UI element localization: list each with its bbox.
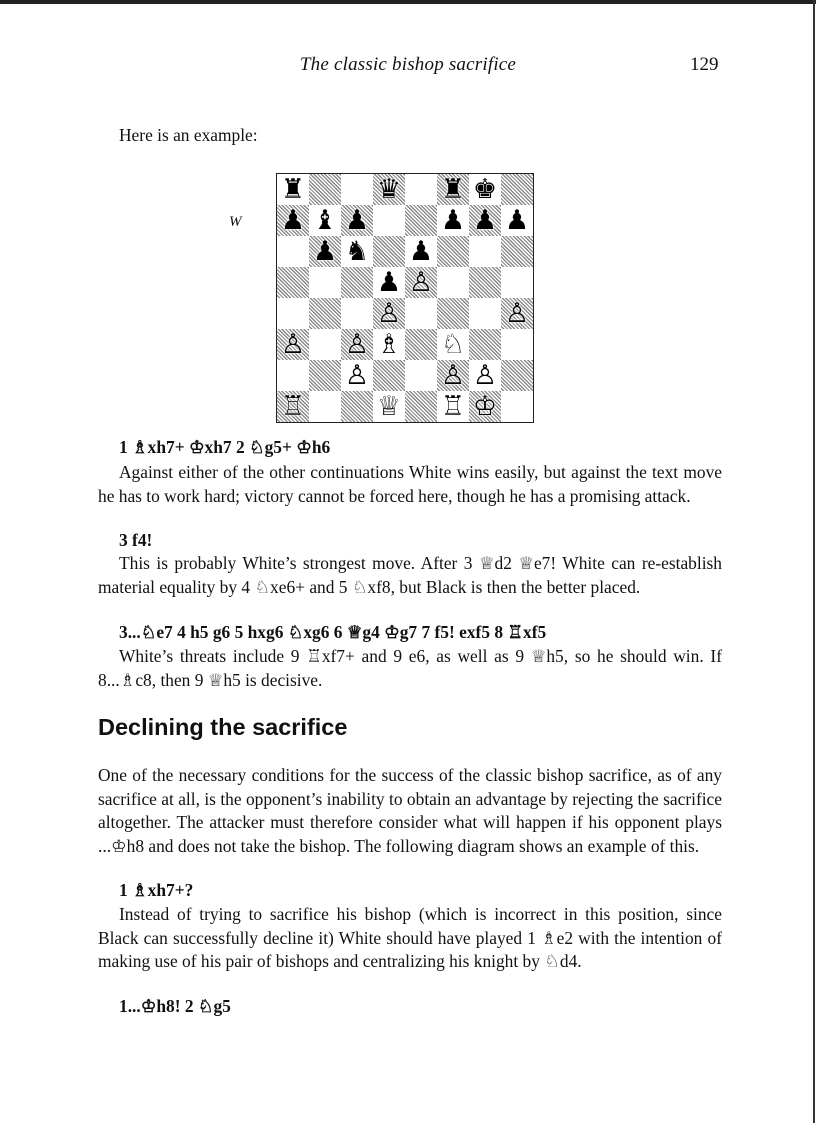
square-f3 (437, 329, 469, 360)
black-pawn-icon: ♟ (472, 205, 498, 236)
square-e1 (405, 391, 437, 422)
square-a2 (277, 360, 309, 391)
square-f5 (437, 267, 469, 298)
black-pawn-icon: ♟ (408, 236, 434, 267)
square-c6 (341, 236, 373, 267)
section-paragraph-1: One of the necessary conditions for the success of the classic bishop sacrifice, as of any sacrifice at all, is the opponent’s inability to obtain an advantage by rejecting the sacrifice altogether. The attacker must therefore consider what will happen if his opponent plays ...♔h8 and does not take the bishop. The following diagram shows an example of this. (98, 765, 722, 856)
square-a3 (277, 329, 309, 360)
square-h2 (501, 360, 533, 391)
section-paragraph-2: Instead of trying to sacrifice his bishop (which is incorrect in this position, since Black can successfully decline it) White should have played 1 ♗e2 with the intention of making use of his pair of bishops and centralizing his knight by ♘d4. (98, 904, 722, 971)
square-g2 (469, 360, 501, 391)
black-rook-icon: ♜ (440, 174, 466, 205)
square-g1 (469, 391, 501, 422)
square-d1 (373, 391, 405, 422)
square-c8 (341, 174, 373, 205)
square-b4 (309, 298, 341, 329)
side-to-move-label: W (229, 214, 242, 230)
square-c5 (341, 267, 373, 298)
square-e4 (405, 298, 437, 329)
square-h7 (501, 205, 533, 236)
square-a5 (277, 267, 309, 298)
square-b6 (309, 236, 341, 267)
move-line-3: 3...♘e7 4 h5 g6 5 hxg6 ♘xg6 6 ♕g4 ♔g7 7 f5! exf5 8 ♖xf5 (119, 622, 547, 642)
square-a8 (277, 174, 309, 205)
square-g5 (469, 267, 501, 298)
white-pawn-icon: ♙ (440, 360, 466, 391)
square-d6 (373, 236, 405, 267)
square-d3 (373, 329, 405, 360)
square-c7 (341, 205, 373, 236)
page-number: 129 (690, 54, 719, 75)
square-d7 (373, 205, 405, 236)
square-h6 (501, 236, 533, 267)
black-knight-icon: ♞ (344, 236, 370, 267)
square-b2 (309, 360, 341, 391)
section-move-line-1: 1 ♗xh7+? (119, 880, 194, 900)
square-g8 (469, 174, 501, 205)
square-h4 (501, 298, 533, 329)
black-king-icon: ♚ (472, 174, 498, 205)
square-b3 (309, 329, 341, 360)
square-a1 (277, 391, 309, 422)
square-c2 (341, 360, 373, 391)
square-h3 (501, 329, 533, 360)
white-pawn-icon: ♙ (504, 298, 530, 329)
white-rook-icon: ♖ (280, 391, 306, 422)
right-edge-rule (813, 0, 815, 1123)
square-a7 (277, 205, 309, 236)
black-pawn-icon: ♟ (344, 205, 370, 236)
square-g4 (469, 298, 501, 329)
square-f4 (437, 298, 469, 329)
black-rook-icon: ♜ (280, 174, 306, 205)
square-f7 (437, 205, 469, 236)
square-b5 (309, 267, 341, 298)
square-e5 (405, 267, 437, 298)
commentary-1: Against either of the other continuations White wins easily, but against the text move he has to work hard; victory cannot be forced here, though he has a promising attack. (98, 462, 722, 506)
square-c3 (341, 329, 373, 360)
square-g6 (469, 236, 501, 267)
intro-text: Here is an example: (119, 125, 258, 145)
square-b7 (309, 205, 341, 236)
square-e7 (405, 205, 437, 236)
square-e2 (405, 360, 437, 391)
top-rule (0, 0, 816, 4)
square-f1 (437, 391, 469, 422)
move-line-1: 1 ♗xh7+ ♔xh7 2 ♘g5+ ♔h6 (119, 437, 331, 457)
white-pawn-icon: ♙ (280, 329, 306, 360)
square-a4 (277, 298, 309, 329)
black-queen-icon: ♛ (376, 174, 402, 205)
commentary-2: This is probably White’s strongest move. After 3 ♕d2 ♕e7! White can re-establish material equality by 4 ♘xe6+ and 5 ♘xf8, but Black is then the better placed. (98, 553, 722, 597)
square-c1 (341, 391, 373, 422)
square-b8 (309, 174, 341, 205)
black-bishop-icon: ♝ (312, 205, 338, 236)
square-h1 (501, 391, 533, 422)
white-pawn-icon: ♙ (376, 298, 402, 329)
move-line-2: 3 f4! (119, 530, 153, 550)
running-head-title: The classic bishop sacrifice (299, 54, 517, 75)
chess-diagram (276, 173, 534, 423)
square-d4 (373, 298, 405, 329)
section-heading: Declining the sacrifice (98, 714, 348, 740)
square-f8 (437, 174, 469, 205)
white-bishop-icon: ♗ (376, 329, 402, 360)
section-move-line-2: 1...♔h8! 2 ♘g5 (119, 996, 231, 1016)
square-d2 (373, 360, 405, 391)
black-pawn-icon: ♟ (280, 205, 306, 236)
commentary-3: White’s threats include 9 ♖xf7+ and 9 e6, as well as 9 ♕h5, so he should win. If 8...♗c8, then 9 ♕h5 is decisive. (98, 646, 722, 690)
square-e3 (405, 329, 437, 360)
square-e8 (405, 174, 437, 205)
white-king-icon: ♔ (472, 391, 498, 422)
square-c4 (341, 298, 373, 329)
square-f2 (437, 360, 469, 391)
square-h8 (501, 174, 533, 205)
white-rook-icon: ♖ (440, 391, 466, 422)
white-pawn-icon: ♙ (344, 329, 370, 360)
square-g7 (469, 205, 501, 236)
square-d8 (373, 174, 405, 205)
black-pawn-icon: ♟ (440, 205, 466, 236)
black-pawn-icon: ♟ (312, 236, 338, 267)
black-pawn-icon: ♟ (504, 205, 530, 236)
square-g3 (469, 329, 501, 360)
white-pawn-icon: ♙ (472, 360, 498, 391)
white-knight-icon: ♘ (440, 329, 466, 360)
square-h5 (501, 267, 533, 298)
white-pawn-icon: ♙ (344, 360, 370, 391)
square-e6 (405, 236, 437, 267)
square-a6 (277, 236, 309, 267)
black-pawn-icon: ♟ (376, 267, 402, 298)
square-d5 (373, 267, 405, 298)
white-queen-icon: ♕ (376, 391, 402, 422)
square-f6 (437, 236, 469, 267)
white-pawn-icon: ♙ (408, 267, 434, 298)
square-b1 (309, 391, 341, 422)
